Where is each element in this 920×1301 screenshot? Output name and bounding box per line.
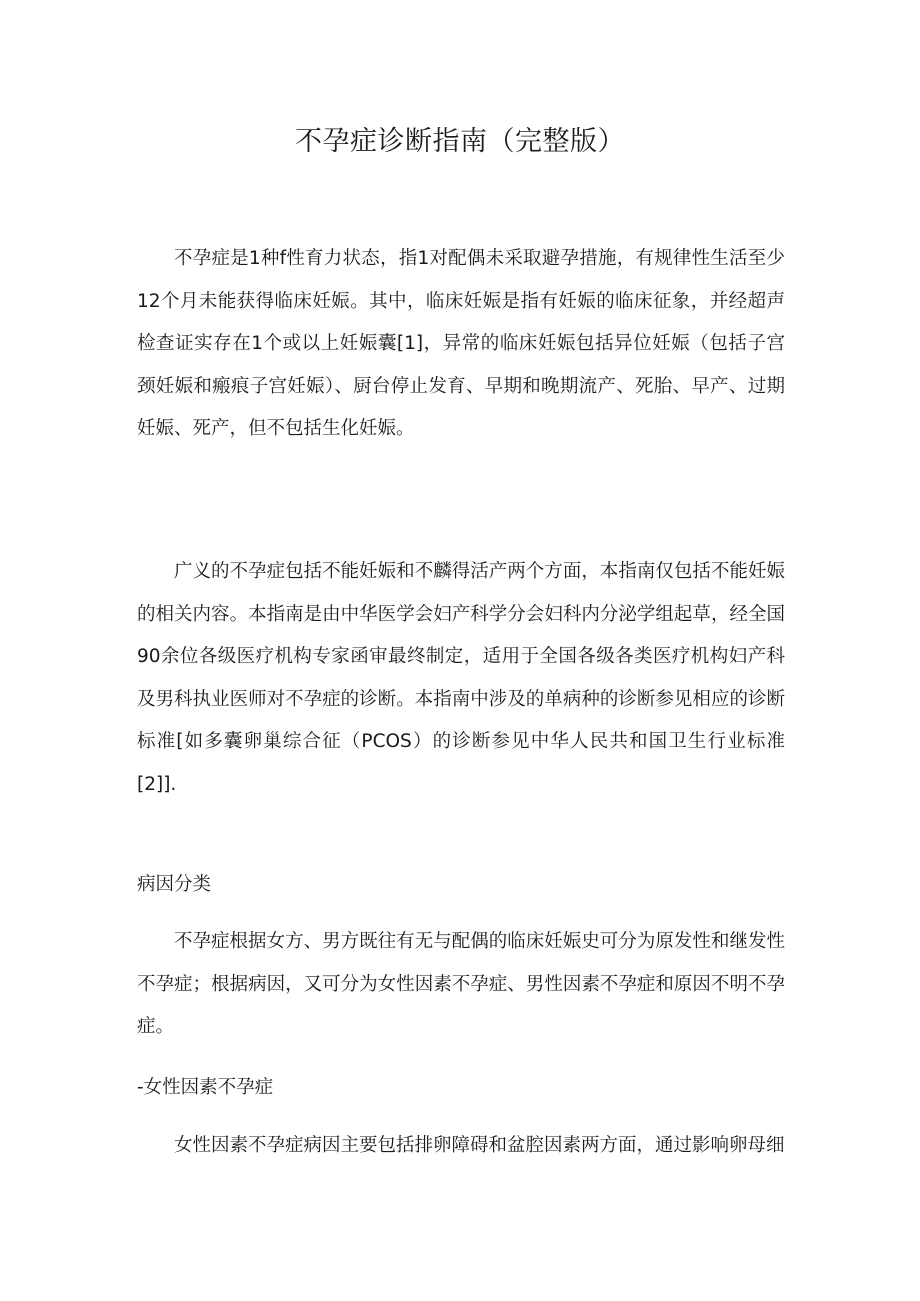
subsection-heading-female-factor: -女性因素不孕症	[137, 1077, 274, 1098]
paragraph-scope: 广义的不孕症包括不能妊娠和不麟得活产两个方面，本指南仅包括不能妊娠的相关内容。本指南是由中华医学会妇产科学分会妇科内分泌学组起草，经全国90余位各级医疗机构专家函审最终制定，适用于全国各级各类医疗机构妇产科及男科执业医师对不孕症的诊断。本指南中涉及的单病种的诊断参见相应的诊断标准[如多囊卵巢综合征（PCOS）的诊断参见中华人民共和国卫生行业标准[2]].	[137, 561, 785, 795]
paragraph-classification: 不孕症根据女方、男方既往有无与配偶的临床妊娠史可分为原发性和继发性不孕症；根据病因，又可分为女性因素不孕症、男性因素不孕症和原因不明不孕症。	[137, 931, 785, 1037]
paragraph-definition: 不孕症是1种f性育力状态，指1对配偶未采取避孕措施，有规律性生活至少12个月未能获得临床妊娠。其中，临床妊娠是指有妊娠的临床征象，并经超声检查证实存在1个或以上妊娠囊[1]，异常的临床妊娠包括异位妊娠（包括子宫颈妊娠和瘢痕子宫妊娠）、厨台停止发育、早期和晚期流产、死胎、早产、过期妊娠、死产，但不包括生化妊娠。	[137, 248, 785, 439]
section-heading-etiology: 病因分类	[137, 874, 212, 895]
paragraph-female-factor: 女性因素不孕症病因主要包括排卵障碍和盆腔因素两方面，通过影响卵母细	[174, 1135, 785, 1156]
document-title: 不孕症诊断指南（完整版）	[295, 126, 625, 157]
